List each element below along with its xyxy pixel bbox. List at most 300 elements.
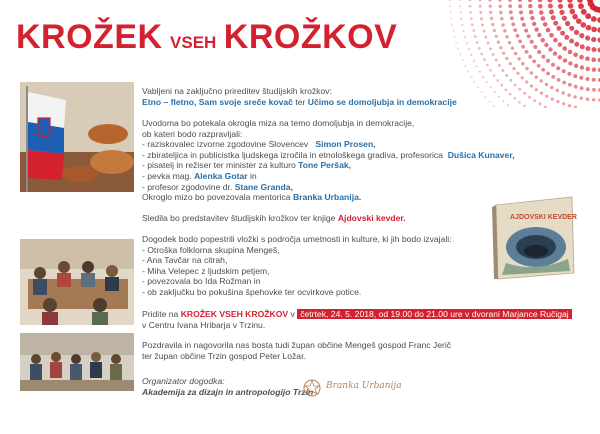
- decoration-dot: [470, 54, 472, 56]
- decoration-dot: [570, 9, 576, 15]
- decoration-dot: [497, 79, 500, 82]
- decoration-dot: [560, 31, 565, 36]
- decoration-dot: [461, 24, 463, 26]
- participant-name: Simon Prosen,: [315, 139, 376, 150]
- decoration-dot: [530, 84, 533, 87]
- decoration-dot: [468, 48, 470, 50]
- decoration-dot: [492, 53, 495, 56]
- invite-event-name: KROŽEK VSEH KROŽKOV: [180, 309, 289, 319]
- decoration-dot: [479, 0, 482, 1]
- decoration-dot: [479, 71, 481, 73]
- decoration-dot: [539, 103, 542, 106]
- decoration-dot: [469, 0, 472, 1]
- decoration-dot: [540, 92, 543, 95]
- decoration-dot: [568, 61, 572, 65]
- decoration-dot: [556, 26, 561, 31]
- decoration-dot: [490, 17, 493, 20]
- decoration-dot: [493, 29, 496, 32]
- decoration-dot: [469, 5, 472, 8]
- decoration-dot: [450, 18, 452, 20]
- decoration-dot: [592, 88, 596, 92]
- decoration-dot: [476, 41, 479, 44]
- organizer-name: Akademija za dizajn in antropologijo Trzin: [142, 386, 314, 397]
- decoration-dot: [546, 72, 550, 76]
- decoration-dot: [500, 17, 503, 20]
- decoration-dot: [455, 42, 457, 44]
- decoration-dot: [577, 0, 583, 3]
- decoration-dot: [464, 36, 466, 38]
- decoration-dot: [586, 46, 591, 51]
- decoration-dot: [541, 16, 546, 21]
- decoration-dot: [580, 44, 585, 49]
- decoration-dot: [457, 48, 459, 50]
- decoration-dot: [518, 88, 521, 91]
- decoration-dot: [449, 5, 451, 7]
- decoration-dot: [460, 18, 462, 20]
- decoration-dot: [558, 4, 563, 9]
- decoration-dot: [494, 91, 496, 93]
- decoration-dot: [521, 76, 524, 79]
- program-item: - povezovala bo Ida Rožman in: [142, 276, 261, 287]
- decoration-dot: [479, 5, 482, 8]
- decoration-dot: [509, 62, 512, 65]
- decoration-dot: [586, 67, 590, 71]
- moderator-text: Okroglo mizo bo povezovala mentorica: [142, 192, 291, 203]
- decoration-dot: [591, 37, 596, 42]
- decoration-dot: [528, 4, 532, 8]
- decoration-dot: [553, 38, 558, 43]
- decoration-dot: [574, 106, 577, 108]
- decoration-dot: [520, 17, 524, 21]
- greeting-line-2: ter župan občine Trzin gospod Peter Ložar.: [142, 350, 306, 361]
- decoration-dot: [585, 56, 590, 61]
- decoration-dot: [505, 88, 508, 91]
- decoration-dot: [562, 102, 565, 105]
- decoration-dot: [540, 79, 543, 82]
- decoration-dot: [586, 87, 590, 91]
- decoration-dot: [522, 23, 526, 27]
- decoration-dot: [556, 89, 559, 92]
- decoration-dot: [502, 69, 505, 72]
- decoration-dot: [533, 99, 536, 102]
- decoration-dot: [568, 3, 574, 9]
- decoration-dot: [514, 97, 517, 100]
- book-cover-image: [488, 195, 580, 281]
- decoration-dot: [491, 23, 494, 26]
- decoration-dot: [452, 30, 454, 32]
- decoration-dot: [545, 83, 548, 86]
- decoration-dot: [485, 36, 488, 39]
- decoration-dot: [535, 88, 538, 91]
- participant-2: [142, 150, 515, 161]
- decoration-dot: [499, 46, 502, 49]
- decoration-dot: [482, 76, 484, 78]
- table-line-1: Uvodoma bo potekala okrogla miza na temo domoljubja in demokracije,: [142, 118, 415, 128]
- decoration-dot: [479, 11, 482, 14]
- decoration-dot: [521, 62, 524, 65]
- decoration-dot: [532, 60, 536, 64]
- decoration-dot: [530, 71, 533, 74]
- decoration-dot: [502, 100, 504, 102]
- decoration-dot: [516, 34, 520, 38]
- decoration-dot: [556, 66, 560, 70]
- decoration-dot: [519, 11, 523, 15]
- decoration-dot: [499, 11, 502, 14]
- decoration-dot: [532, 22, 536, 26]
- decoration-dot: [545, 95, 548, 98]
- decoration-dot: [544, 43, 548, 47]
- decoration-dot: [507, 104, 509, 106]
- participant-5: [142, 182, 515, 193]
- decoration-dot: [454, 36, 456, 38]
- decoration-dot: [574, 30, 579, 35]
- decoration-dot: [508, 0, 512, 2]
- decoration-dot: [498, 96, 500, 98]
- decoration-dot: [574, 85, 578, 89]
- organizer-label: Organizator dogodka:: [142, 376, 225, 386]
- decoration-dot: [489, 5, 492, 8]
- decoration-dot: [535, 75, 538, 78]
- decoration-dot: [466, 42, 468, 44]
- decoration-dot: [521, 45, 525, 49]
- decoration-dot: [509, 10, 513, 14]
- decoration-dot: [550, 86, 553, 89]
- invite-line-1: [142, 309, 572, 320]
- decoration-dot: [551, 98, 554, 101]
- table-line-2: ob kateri bodo razpravljali:: [142, 128, 243, 139]
- decoration-dot: [592, 78, 596, 82]
- decoration-dot: [489, 47, 492, 50]
- invite-line-2: v Centru Ivana Hribarja v Trzinu.: [142, 319, 266, 330]
- decoration-dot: [562, 69, 566, 73]
- decoration-dot: [530, 40, 534, 44]
- decoration-dot: [539, 10, 544, 15]
- book-name: Ajdovski kevder.: [337, 213, 406, 223]
- decoration-dot: [528, 96, 531, 99]
- decoration-dot: [509, 93, 512, 96]
- decoration-dot: [505, 35, 508, 38]
- decoration-dot: [480, 53, 483, 56]
- presentation-line: [142, 213, 406, 224]
- circle-2-name: Učimo se domoljubja in demokracije: [307, 96, 457, 107]
- decoration-dot: [581, 9, 587, 15]
- decoration-dot: [549, 10, 554, 15]
- participant-name: Dušica Kunaver,: [447, 149, 515, 160]
- decoration-dot: [495, 59, 498, 62]
- invite-block: [142, 309, 572, 330]
- event-datetime-badge: četrtek, 24. 5. 2018, od 19.00 do 21.00 ure v dvorani Marjance Ručigaj: [297, 309, 571, 319]
- decoration-dot: [546, 59, 550, 63]
- decoration-dot: [557, 0, 562, 3]
- decoration-dot: [574, 42, 579, 47]
- decoration-dot: [586, 98, 589, 101]
- decoration-dot: [512, 67, 515, 70]
- decoration-dot: [493, 74, 496, 77]
- decoration-dot: [502, 52, 505, 55]
- participant-role: - raziskovalec izvorne zgodovine Slovencev: [142, 139, 309, 150]
- decoration-dot: [551, 15, 556, 20]
- decoration-dot: [470, 17, 473, 20]
- title-part-3: KROŽKOV: [223, 18, 398, 56]
- decoration-dot: [498, 64, 501, 67]
- decoration-dot: [477, 86, 479, 88]
- program-item: - ob zaključku bo pokušina špehovke ter ocvirkove potice.: [142, 286, 362, 297]
- participant-4: [142, 171, 515, 182]
- decoration-dot: [592, 68, 596, 72]
- decoration-dot: [537, 50, 541, 54]
- decoration-dot: [518, 0, 522, 2]
- decoration-dot: [481, 24, 484, 27]
- decoration-dot: [567, 93, 570, 96]
- round-table-block: [142, 118, 515, 203]
- decoration-dot: [505, 57, 508, 60]
- decoration-dot: [483, 30, 486, 33]
- decoration-dot: [525, 50, 529, 54]
- program-intro: Dogodek bodo popestrili vložki s področja umetnosti in kulture, ki jih bodo izvajali:: [142, 234, 452, 244]
- decoration-dot: [573, 53, 578, 58]
- decoration-dot: [569, 26, 574, 31]
- decoration-dot: [476, 65, 478, 67]
- decoration-dot: [592, 47, 597, 52]
- decoration-dot: [518, 101, 521, 104]
- decoration-dot: [459, 0, 461, 1]
- decoration-dot: [513, 28, 517, 32]
- decoration-dot: [568, 104, 571, 107]
- decoration-dot: [473, 81, 475, 83]
- decoration-dot: [450, 11, 452, 13]
- decoration-dot: [514, 84, 517, 87]
- decoration-dot: [556, 100, 559, 103]
- decoration-dot: [464, 65, 466, 67]
- program-block: [142, 234, 452, 298]
- decoration-dot: [514, 52, 517, 55]
- moderator-line: [142, 192, 515, 203]
- presentation-block: [142, 213, 406, 224]
- decoration-dot: [516, 72, 519, 75]
- decoration-dot: [562, 91, 565, 94]
- decoration-dot: [528, 55, 532, 59]
- organizer-signature: Branka Urbanija: [326, 381, 402, 391]
- intro-block: [142, 86, 457, 107]
- decoration-dot: [525, 67, 528, 70]
- decoration-dot: [499, 5, 502, 8]
- decoration-dot: [591, 16, 597, 22]
- decoration-dot: [480, 17, 483, 20]
- decoration-dot: [558, 42, 563, 47]
- decoration-dot: [503, 29, 506, 32]
- decoration-dot: [481, 91, 483, 93]
- greeting-line-1: Pozdravila in nagovorila nas bosta tudi župan občine Mengeš gospod Franc Jerič: [142, 340, 452, 350]
- decoration-dot: [523, 105, 526, 108]
- decoration-dot: [524, 29, 528, 33]
- decoration-dot: [467, 70, 469, 72]
- decoration-dot: [511, 22, 515, 26]
- decoration-dot: [488, 0, 491, 2]
- decoration-dot: [471, 23, 474, 26]
- decoration-dot: [568, 83, 572, 87]
- decoration-dot: [562, 16, 567, 21]
- program-item: - Otroška folklorna skupina Mengeš,: [142, 244, 280, 255]
- decoration-dot: [474, 35, 477, 38]
- decoration-dot: [518, 4, 522, 8]
- greeting-block: [142, 340, 451, 361]
- decoration-dot: [449, 0, 451, 1]
- decoration-dot: [567, 72, 571, 76]
- decoration-dot: [493, 105, 495, 107]
- decoration-dot: [495, 35, 498, 38]
- decoration-dot: [501, 23, 504, 26]
- decoration-dot: [541, 68, 545, 72]
- decoration-dot: [541, 38, 545, 42]
- decoration-dot: [537, 64, 541, 68]
- participant-role: - pevka mag.: [142, 170, 192, 181]
- decoration-dot: [579, 55, 584, 60]
- decoration-dot: [585, 35, 590, 40]
- decoration-dot: [530, 16, 534, 20]
- decoration-dot: [511, 47, 514, 50]
- decoration-dot: [478, 47, 481, 50]
- organizer-block: [142, 376, 313, 397]
- intro-line: Vabljeni na zaključno prireditev študijskih krožkov:: [142, 86, 332, 96]
- decoration-dot: [580, 65, 584, 69]
- invite-v: v: [290, 309, 295, 319]
- decoration-dot: [553, 51, 557, 55]
- decoration-dot: [497, 41, 500, 44]
- program-item: - Miha Velepec z ljudskim petjem,: [142, 265, 270, 276]
- participant-name: Stane Granda,: [234, 181, 293, 192]
- decoration-dot: [548, 0, 553, 3]
- participant-3: [142, 160, 515, 171]
- decoration-dot: [508, 41, 511, 44]
- decoration-dot: [517, 57, 520, 60]
- title-part-2: VSEH: [170, 33, 217, 52]
- decoration-dot: [533, 45, 537, 49]
- participant-name: Tone Peršak,: [298, 160, 352, 171]
- decoration-dot: [460, 11, 462, 13]
- decoration-dot: [462, 59, 464, 61]
- decoration-dot: [586, 25, 592, 31]
- decoration-dot: [538, 0, 543, 2]
- decoration-dot: [568, 50, 573, 55]
- decoration-dot: [574, 64, 578, 68]
- presentation-text: Sledila bo predstavitev študijskih krožkov ter knjige: [142, 213, 336, 223]
- decoration-dot: [489, 69, 492, 72]
- decoration-dot: [592, 98, 595, 101]
- participant-role: - zbirateljica in publicistka ljudskega izročila in etnološkega gradiva, profesorica: [142, 149, 443, 160]
- decoration-dot: [525, 80, 528, 83]
- decoration-dot: [486, 81, 488, 83]
- decoration-dot: [564, 35, 569, 40]
- decoration-dot: [498, 0, 501, 2]
- decoration-dot: [485, 96, 487, 98]
- decoration-dot: [505, 74, 508, 77]
- flag-photo: [20, 82, 134, 192]
- decoration-dot: [551, 63, 555, 67]
- circles-line: [142, 97, 457, 108]
- decoration-dot: [551, 75, 555, 79]
- decoration-dot: [459, 5, 461, 7]
- decoration-dot: [576, 18, 582, 24]
- decoration-dot: [565, 21, 570, 26]
- decoration-dot: [459, 54, 461, 56]
- decoration-dot: [578, 3, 584, 9]
- decoration-dot: [489, 86, 491, 88]
- participant-role: - pisatelj in režiser ter minister za kulturo: [142, 160, 296, 171]
- decoration-dot: [544, 106, 547, 109]
- decoration-dot: [579, 76, 583, 80]
- decoration-dot: [523, 92, 526, 95]
- participant-name: Alenka Gotar: [194, 170, 248, 181]
- decoration-dot: [527, 34, 531, 38]
- decoration-dot: [553, 21, 558, 26]
- decoration-dot: [486, 64, 489, 67]
- decoration-dot: [563, 58, 567, 62]
- decoration-dot: [579, 33, 584, 38]
- decoration-dot: [534, 27, 538, 31]
- participant-role: - profesor zgodovine dr.: [142, 181, 233, 192]
- book-cover-title: AJDOVSKI KEVDER: [510, 214, 577, 221]
- decoration-dot: [537, 33, 541, 37]
- decoration-dot: [451, 24, 453, 26]
- decoration-dot: [559, 10, 564, 15]
- decoration-dot: [562, 81, 566, 85]
- participant-suffix: in: [249, 170, 257, 181]
- decoration-dot: [473, 60, 475, 62]
- decoration-dot: [501, 84, 504, 87]
- decoration-dot: [567, 0, 573, 3]
- decoration-dot: [489, 11, 492, 14]
- decoration-dot: [510, 16, 514, 20]
- decoration-dot: [462, 30, 464, 32]
- moderator-name: Branka Urbanija.: [292, 192, 362, 203]
- decoration-dot: [548, 47, 552, 51]
- dot-pattern-decoration: [440, 0, 600, 108]
- decoration-dot: [573, 95, 576, 98]
- decoration-dot: [557, 78, 561, 82]
- decoration-dot: [538, 4, 543, 9]
- decoration-dot: [569, 39, 574, 44]
- decoration-dot: [489, 101, 491, 103]
- decoration-dot: [529, 10, 533, 14]
- decoration-dot: [483, 58, 486, 61]
- invite-pre: Pridite na: [142, 309, 179, 319]
- decoration-dot: [528, 0, 532, 2]
- decoration-dot: [546, 28, 551, 33]
- decoration-dot: [487, 42, 490, 45]
- group-photo: [20, 239, 134, 325]
- decoration-dot: [573, 74, 577, 78]
- decoration-dot: [541, 55, 545, 59]
- decoration-dot: [472, 29, 475, 32]
- decoration-dot: [572, 14, 578, 20]
- organizer-seal-icon: [302, 378, 322, 398]
- connector-text: ter: [295, 96, 306, 107]
- page-title: [16, 18, 397, 57]
- decoration-dot: [591, 27, 597, 33]
- decoration-dot: [518, 40, 522, 44]
- decoration-dot: [580, 97, 583, 100]
- audience-photo: [20, 333, 134, 391]
- participant-1: [142, 139, 515, 150]
- decoration-dot: [581, 22, 587, 28]
- decoration-dot: [562, 46, 567, 51]
- circle-1-name: Etno – fletno, Sam svoje sreče kovač: [142, 96, 293, 107]
- decoration-dot: [549, 33, 554, 38]
- decoration-dot: [585, 13, 591, 19]
- decoration-dot: [509, 79, 512, 82]
- decoration-dot: [469, 11, 472, 14]
- decoration-dot: [543, 22, 548, 27]
